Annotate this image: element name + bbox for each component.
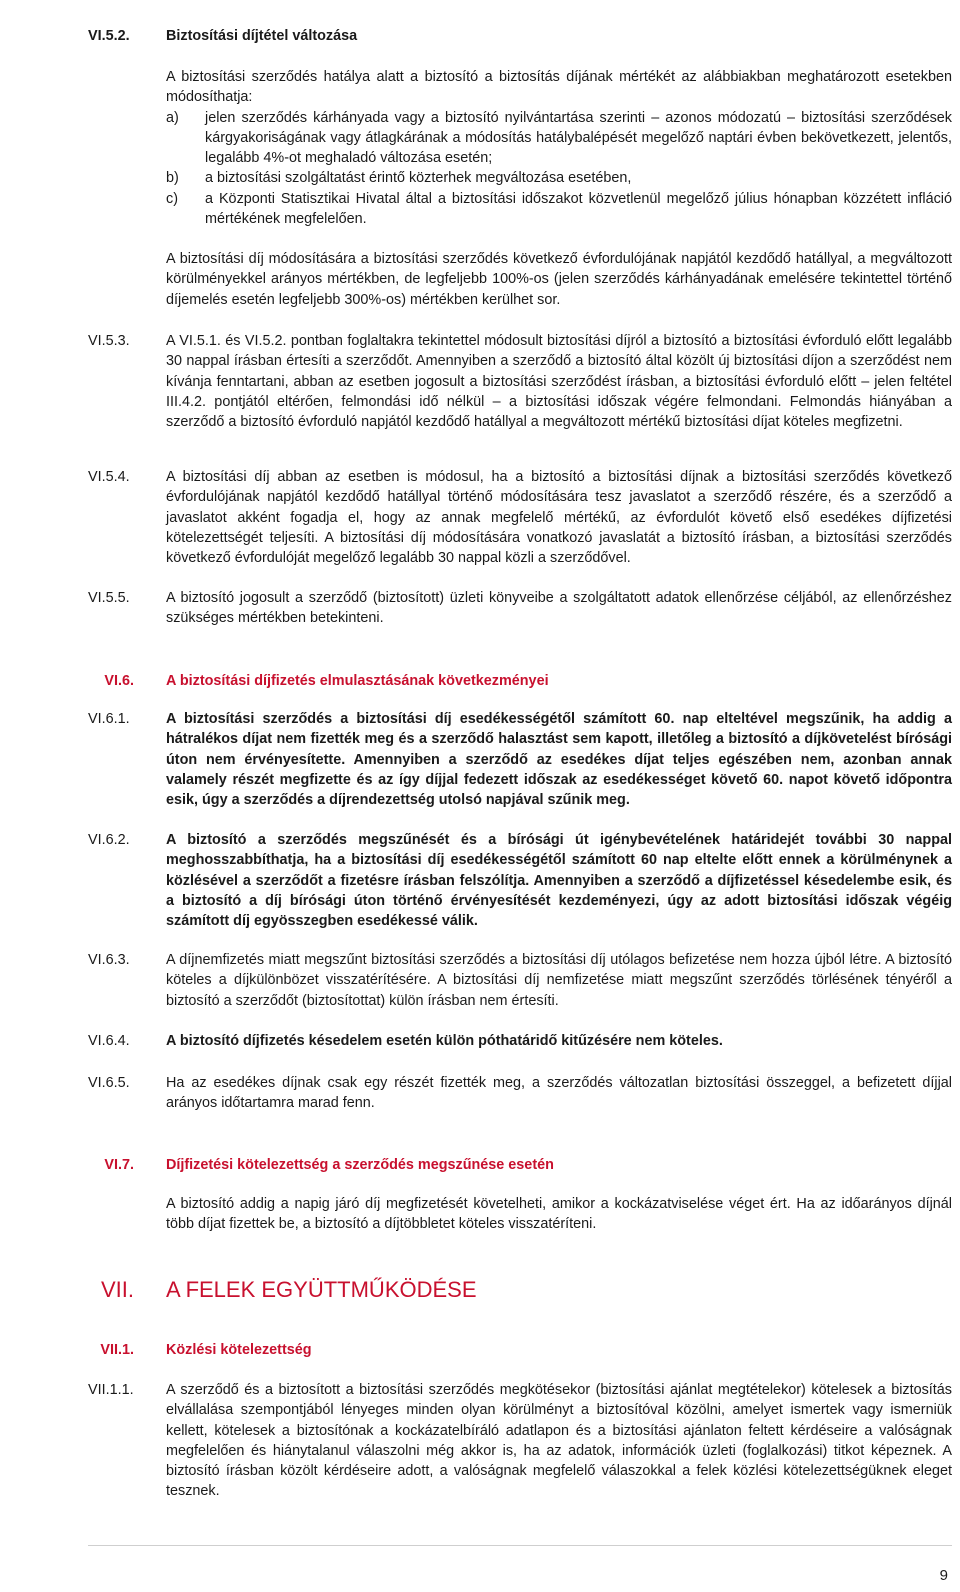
chapter-title: A FELEK EGYÜTTMŰKÖDÉSE — [166, 1277, 477, 1302]
list-item-b — [166, 168, 952, 188]
paragraph: A VI.5.1. és VI.5.2. pontban foglaltakra tekintettel módosult biztosítási díjról a biztosító a biztosítási évforduló előtt legalább 30 nappal írásban értesíti a szerződőt. Amennyiben a szerződő a biztosító által közölt új biztosítási díjon a szerződést nem kívánja fenntartani, abban az esetben jogosult a biztosítási szerződést írásban, a biztosítási évforduló előtt – jelen feltétel III.4.2. pontjától eltérően, felmondási idő nélkül – a biztosítási időszak végére felmondani. Felmondás hiányában a szerződő a biztosító évforduló napjától kezdődő hatállyal a megváltozott mértékű biztosítási díjat köteles megfizetni. — [166, 333, 952, 431]
list-label: c) — [166, 190, 178, 207]
footer-divider — [88, 1545, 952, 1546]
paragraph: A díjnemfizetés miatt megszűnt biztosítási szerződés a biztosítási díj utólagos befizetése nem hozza újból létre. A biztosító köteles a díjkülönbözet visszatérítésére. A biztosítási díj nemfizetése miatt megszűnt szerződés törlésének tényéről a biztosító a szerződőt (biztosítottat) külön írásban nem értesíti. — [166, 952, 952, 1009]
section-title: A biztosítási díjfizetés elmulasztásának következményei — [166, 673, 549, 689]
section-title: Biztosítási díjtétel változása — [166, 28, 358, 44]
list-item-c — [166, 189, 952, 230]
paragraph: A biztosító addig a napig járó díj megfizetését követelheti, amikor a kockázatviselése véget ért. Ha az időarányos díjnál több díjat fizettek be, a biztosító a díjtöbbletet köteles visszatéríteni. — [166, 1196, 952, 1233]
paragraph: A szerződő és a biztosított a biztosítási szerződés megkötésekor (biztosítási ajánlat megtételekor) kötelesek a biztosítás elvállalása szempontjából lényeges minden olyan körülményt a biztosítóval közölni, amelyet ismertek vagy ismerniük kellett, kötelesek a biztosítónak a kockázatelbíráló adatlapon és a biztosítási ajánlaton feltett kérdéseire a valóságnak megfelelően és hiánytalanul válaszolni még akkor is, ha az adatok, információk üzleti (foglalkozási) titkot képeznek. A biztosító írásban közölt kérdéseire adott, a valóságnak megfelelő válaszokkal a felek közlési kötelezettségüknek eleget tesznek. — [166, 1382, 952, 1500]
section-number: VI.6.2. — [88, 832, 130, 848]
list-label: a) — [166, 109, 179, 126]
list-text: jelen szerződés kárhányada vagy a biztosító nyilvántartása szerinti – azonos módozatú – biztosítási szerződések kárgyakoriságának vagy átlagkárának a módosítás hatálybalépését megelőző naptári évben bekövetkezett, jelentős, legalább 4%-ot meghaladó változása esetén; — [205, 109, 952, 167]
section-number: VI.6.1. — [88, 711, 130, 727]
section-number: VII.1. — [100, 1342, 134, 1358]
section-title: Díjfizetési kötelezettség a szerződés megszűnése esetén — [166, 1157, 554, 1173]
section-number: VI.6.5. — [88, 1075, 130, 1091]
page-number: 9 — [939, 1567, 948, 1584]
list-text: a biztosítási szolgáltatást érintő közterhek megváltozása esetében, — [205, 170, 632, 187]
section-number: VI.6.4. — [88, 1033, 130, 1049]
section-number: VII.1.1. — [88, 1382, 134, 1398]
section-number: VI.5.3. — [88, 333, 130, 349]
section-number: VI.6.3. — [88, 952, 130, 968]
chapter-number: VII. — [100, 1277, 134, 1302]
paragraph: A biztosító a szerződés megszűnését és a bírósági út igénybevételének határidejét további 30 nappal meghosszabbíthatja, ha a biztosítási díj esedékességétől számított 60 nap eltelte előtt ennek a körülménynek a közlésével a szerződőt a fizetésre írásban felszólítja. Amennyiben a szerződő a díjfizetéssel késedelembe esik, és a biztosító a díj bírósági úton történő érvényesítését kezdeményezi, úgy az adott biztosítási időszak végéig számított díj egyösszegben esedékessé válik. — [166, 832, 952, 930]
section-number: VI.6. — [104, 673, 134, 689]
list-text: a Központi Statisztikai Hivatal által a biztosítási időszakot közvetlenül megelőző július hónapban közzétett infláció mértékének megfelelően. — [205, 190, 952, 228]
paragraph: A biztosító jogosult a szerződő (biztosított) üzleti könyveibe a szolgáltatott adatok ellenőrzése céljából, az ellenőrzéshez szükséges mértékben betekinteni. — [166, 590, 952, 627]
paragraph: Ha az esedékes díjnak csak egy részét fizették meg, a szerződés változatlan biztosítási összeggel, a befizetett díjjal arányos időtartamra marad fenn. — [166, 1075, 952, 1112]
list-label: b) — [166, 170, 179, 187]
paragraph: A biztosítási díj módosítására a biztosítási szerződés következő évfordulójának napjától kezdődő hatállyal, a megváltozott körülményekkel arányos mértékben, de legfeljebb 100%-os (jelen szerződés kárhányadának emelésére tekintettel történő díjemelés esetén legfeljebb 300%-os) mértékben kerülhet sor. — [166, 251, 952, 308]
intro-paragraph: A biztosítási szerződés hatálya alatt a biztosító a biztosítás díjának mértékét az alábbiakban meghatározott esetekben módosíthatja: — [166, 69, 952, 106]
section-number: VI.5.2. — [88, 28, 130, 44]
section-number: VI.5.4. — [88, 469, 130, 485]
section-number: VI.7. — [104, 1157, 134, 1173]
paragraph: A biztosító díjfizetés késedelem esetén külön póthatáridő kitűzésére nem köteles. — [166, 1033, 723, 1049]
section-title: Közlési kötelezettség — [166, 1342, 312, 1358]
list-item-a — [166, 108, 952, 169]
paragraph: A biztosítási díj abban az esetben is módosul, ha a biztosító a biztosítási díjnak a biztosítási szerződés következő évfordulójának napjától kezdődő hatállyal történő módosítására tesz javaslatot a szerződő részére, és a szerződő a javaslatot akként fogadja el, hogy az annak megfelelő mértékű, az évfordulót követő első esedékes díjfizetési kötelezettségét teljesíti. A biztosítási díj módosítására vonatkozó javaslatát a biztosító írásban, a biztosítási szerződés következő évfordulóját megelőző legalább 30 nappal közli a szerződővel. — [166, 469, 952, 567]
section-number: VI.5.5. — [88, 590, 130, 606]
paragraph: A biztosítási szerződés a biztosítási díj esedékességétől számított 60. nap elteltével megszűnik, ha addig a hátralékos díjat nem fizették meg és a szerződő halasztást sem kapott, illetőleg a biztosító a díjkövetelést bírósági úton nem érvényesítette. Amennyiben a szerződő az esedékes díjat teljes egészében nem, azonban annak valamely részét megfizette és az így díjjal fedezett időszak az esedékességet követő 60. napot követő időpontra esik, úgy a szerződés a díjrendezettség utolsó napjával szűnik meg. — [166, 711, 952, 809]
